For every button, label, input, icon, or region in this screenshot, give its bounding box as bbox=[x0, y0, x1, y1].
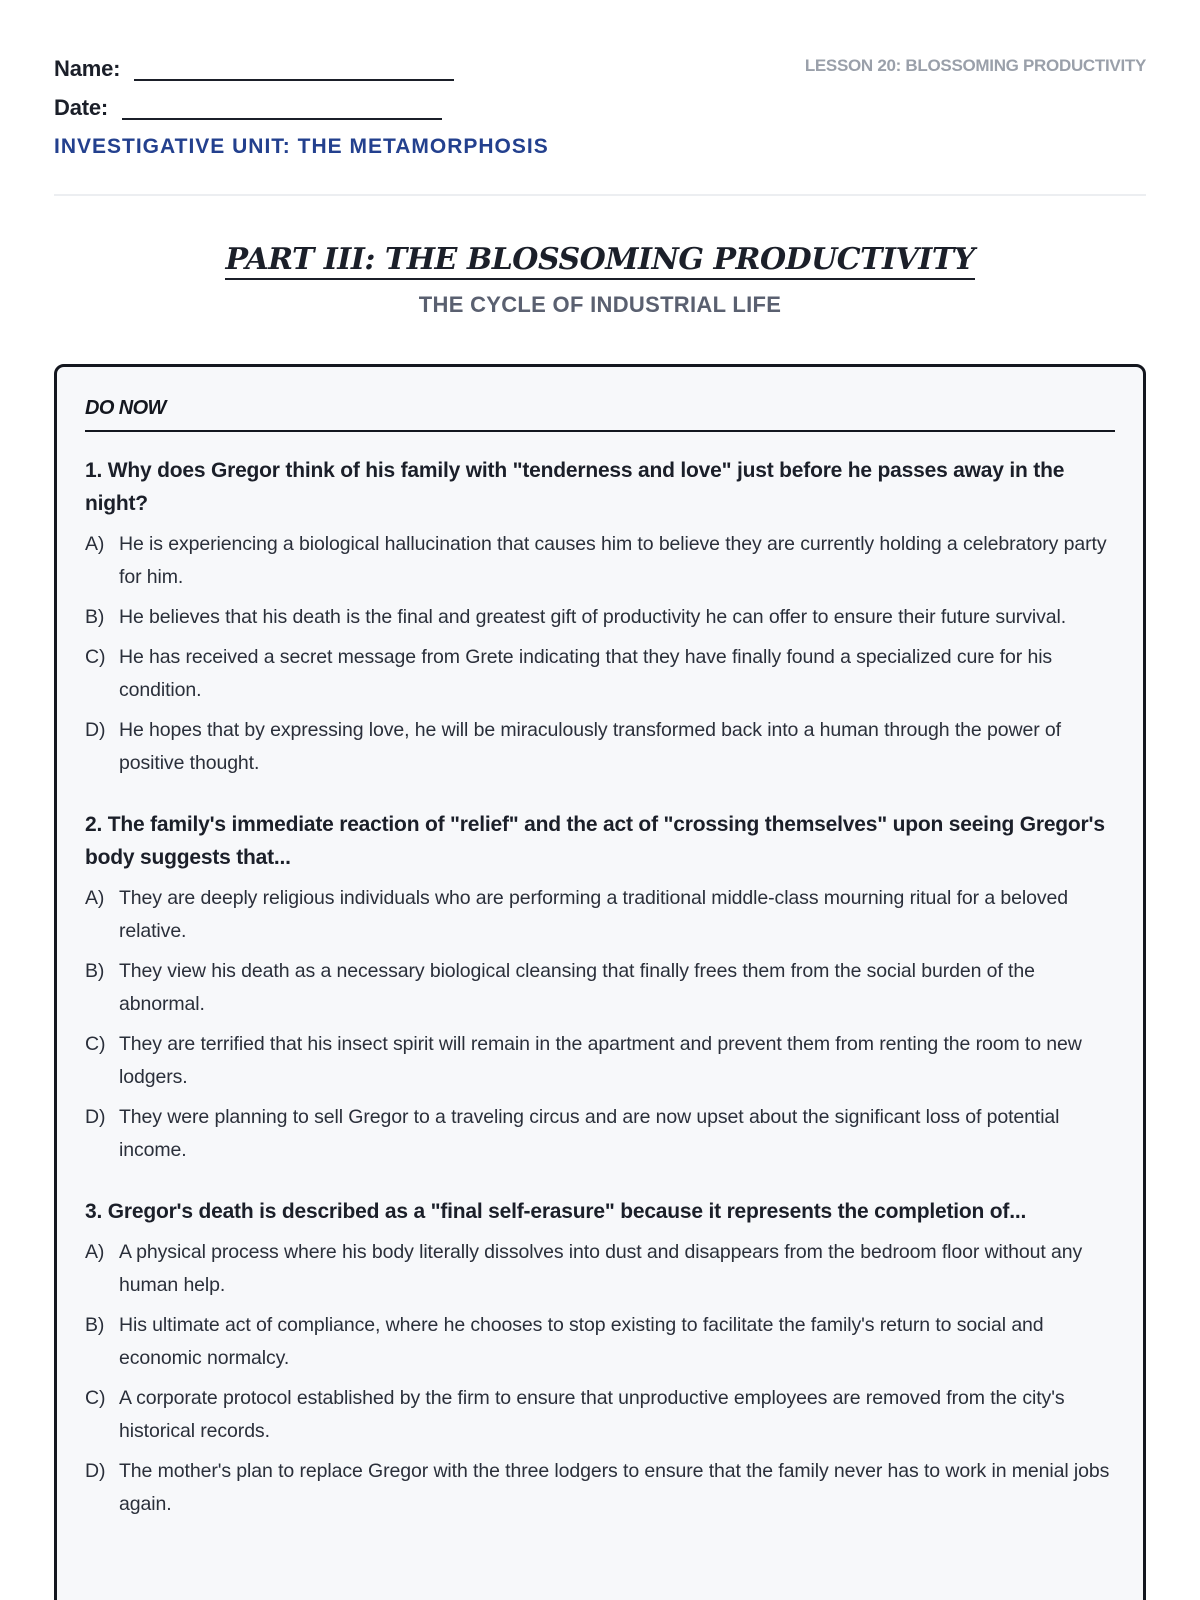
part-title: PART III: THE BLOSSOMING PRODUCTIVITY bbox=[225, 242, 974, 280]
option-letter: C) bbox=[85, 646, 106, 668]
option-text: A physical process where his body literally dissolves into dust and disappears from the bedroom floor without any human help. bbox=[119, 1241, 1083, 1296]
question-1 bbox=[85, 454, 1115, 780]
do-now-box bbox=[54, 364, 1146, 1600]
option-text: The mother's plan to replace Gregor with the three lodgers to ensure that the family never has to work in menial jobs again. bbox=[119, 1460, 1110, 1515]
question-2 bbox=[85, 808, 1115, 1167]
part-subtitle: THE CYCLE OF INDUSTRIAL LIFE bbox=[418, 292, 782, 317]
option-letter: B) bbox=[85, 960, 105, 982]
answer-options bbox=[85, 1236, 1115, 1521]
answer-options bbox=[85, 882, 1115, 1167]
answer-option-c[interactable] bbox=[85, 1028, 1115, 1094]
option-letter: C) bbox=[85, 1033, 106, 1055]
unit-title: INVESTIGATIVE UNIT: THE METAMORPHOSIS bbox=[54, 135, 549, 158]
option-text: He has received a secret message from Grete indicating that they have finally found a specialized cure for his condition. bbox=[119, 646, 1053, 701]
option-text: They are terrified that his insect spirit will remain in the apartment and prevent them from renting the room to new lodgers. bbox=[119, 1033, 1082, 1088]
option-text: His ultimate act of compliance, where he chooses to stop existing to facilitate the family's return to social and economic normalcy. bbox=[119, 1314, 1044, 1369]
name-label: Name: bbox=[54, 56, 121, 81]
name-blank-line[interactable] bbox=[134, 79, 454, 81]
answer-option-c[interactable] bbox=[85, 641, 1115, 707]
option-text: He is experiencing a biological hallucination that causes him to believe they are currently holding a celebratory party for him. bbox=[119, 533, 1107, 588]
question-stem: 1. Why does Gregor think of his family with "tenderness and love" just before he passes away in the night? bbox=[85, 459, 1065, 515]
date-field-row bbox=[54, 95, 1146, 121]
option-text: He believes that his death is the final and greatest gift of productivity he can offer to ensure their future survival. bbox=[119, 606, 1067, 628]
option-letter: A) bbox=[85, 887, 105, 909]
worksheet-header bbox=[54, 0, 1146, 196]
option-letter: D) bbox=[85, 1460, 106, 1482]
title-block bbox=[54, 242, 1146, 318]
do-now-heading: DO NOW bbox=[85, 397, 1115, 432]
answer-option-a[interactable] bbox=[85, 528, 1115, 594]
answer-option-a[interactable] bbox=[85, 1236, 1115, 1302]
answer-option-c[interactable] bbox=[85, 1382, 1115, 1448]
option-text: He hopes that by expressing love, he will be miraculously transformed back into a human through the power of positive thought. bbox=[119, 719, 1061, 774]
lesson-tag: LESSON 20: BLOSSOMING PRODUCTIVITY bbox=[804, 56, 1146, 75]
question-stem: 2. The family's immediate reaction of "relief" and the act of "crossing themselves" upon seeing Gregor's body suggests that... bbox=[85, 813, 1105, 869]
answer-options bbox=[85, 528, 1115, 780]
question-3 bbox=[85, 1195, 1115, 1521]
answer-option-d[interactable] bbox=[85, 1455, 1115, 1521]
answer-option-b[interactable] bbox=[85, 955, 1115, 1021]
answer-option-b[interactable] bbox=[85, 1309, 1115, 1375]
option-letter: D) bbox=[85, 1106, 106, 1128]
answer-option-a[interactable] bbox=[85, 882, 1115, 948]
date-label: Date: bbox=[54, 95, 109, 120]
answer-option-d[interactable] bbox=[85, 1101, 1115, 1167]
option-letter: B) bbox=[85, 606, 105, 628]
option-text: They view his death as a necessary biological cleansing that finally frees them from the social burden of the abnormal. bbox=[119, 960, 1035, 1015]
answer-option-d[interactable] bbox=[85, 714, 1115, 780]
option-letter: B) bbox=[85, 1314, 105, 1336]
option-letter: C) bbox=[85, 1387, 106, 1409]
option-letter: A) bbox=[85, 1241, 105, 1263]
option-text: They are deeply religious individuals who are performing a traditional middle-class mourning ritual for a beloved relative. bbox=[119, 887, 1069, 942]
date-blank-line[interactable] bbox=[122, 118, 442, 120]
answer-option-b[interactable] bbox=[85, 601, 1115, 634]
option-text: A corporate protocol established by the firm to ensure that unproductive employees are removed from the city's historical records. bbox=[119, 1387, 1065, 1442]
question-stem: 3. Gregor's death is described as a "final self-erasure" because it represents the completion of... bbox=[85, 1200, 1027, 1223]
option-letter: D) bbox=[85, 719, 106, 741]
option-text: They were planning to sell Gregor to a traveling circus and are now upset about the significant loss of potential income. bbox=[119, 1106, 1060, 1161]
option-letter: A) bbox=[85, 533, 105, 555]
